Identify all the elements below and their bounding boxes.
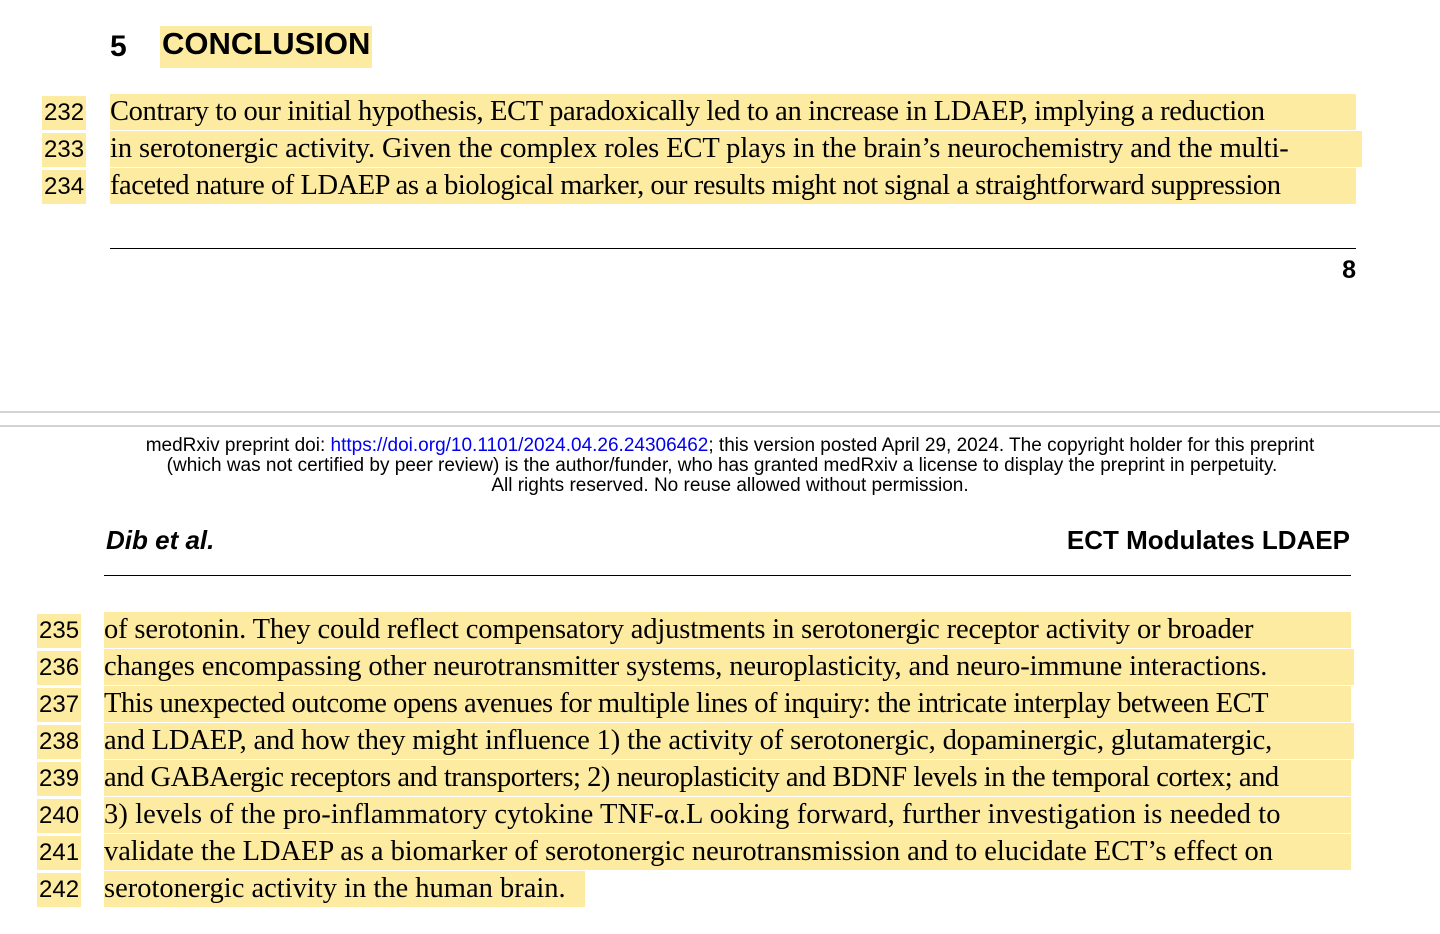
line-number: 233	[42, 133, 86, 167]
line-number: 242	[37, 873, 81, 907]
preprint-notice-line1: medRxiv preprint doi: https://doi.org/10.1101/2024.04.26.24306462; this version posted April 29, 2024. The copyright holder for this preprint	[145, 435, 1315, 456]
doi-link[interactable]: https://doi.org/10.1101/2024.04.26.24306462	[330, 435, 709, 456]
line-number: 236	[37, 651, 81, 685]
line-number: 234	[42, 170, 86, 204]
page-separator	[0, 411, 1440, 427]
section-title: CONCLUSION	[160, 26, 372, 68]
preprint-notice-line2: (which was not certified by peer review) is the author/funder, who has granted medRxiv a license to display the preprint in perpetuity.	[166, 455, 1278, 476]
text-line: in serotonergic activity. Given the complex roles ECT plays in the brain’s neurochemistry and the multi-	[110, 131, 1362, 167]
running-head-title: ECT Modulates LDAEP	[1066, 525, 1350, 555]
text-line: and LDAEP, and how they might influence 1) the activity of serotonergic, dopaminergic, glutamatergic,	[104, 723, 1354, 759]
header-rule	[104, 575, 1351, 576]
running-head-authors: Dib et al.	[106, 525, 215, 555]
text-line: serotonergic activity in the human brain.	[104, 871, 585, 907]
text-line: and GABAergic receptors and transporters; 2) neuroplasticity and BDNF levels in the temporal cortex; and	[104, 760, 1351, 796]
text-line: changes encompassing other neurotransmitter systems, neuroplasticity, and neuro-immune interactions.	[104, 649, 1354, 685]
text-line: of serotonin. They could reflect compensatory adjustments in serotonergic receptor activity or broader	[104, 612, 1351, 648]
section-number: 5	[110, 30, 127, 63]
preprint-notice-line3: All rights reserved. No reuse allowed without permission.	[491, 475, 969, 496]
line-number: 237	[37, 688, 81, 722]
page-number: 8	[1342, 256, 1356, 284]
footer-rule	[110, 248, 1356, 249]
line-number: 238	[37, 725, 81, 759]
line-number: 232	[42, 96, 86, 130]
text-line: This unexpected outcome opens avenues for multiple lines of inquiry: the intricate interplay between ECT	[104, 686, 1351, 722]
text-line: faceted nature of LDAEP as a biological marker, our results might not signal a straightforward suppression	[110, 168, 1356, 204]
line-number: 235	[37, 614, 81, 648]
text-line: Contrary to our initial hypothesis, ECT paradoxically led to an increase in LDAEP, implying a reduction	[110, 94, 1356, 130]
text-line: validate the LDAEP as a biomarker of serotonergic neurotransmission and to elucidate ECT’s effect on	[104, 834, 1351, 870]
line-number: 239	[37, 762, 81, 796]
line-number: 241	[37, 836, 81, 870]
line-number: 240	[37, 799, 81, 833]
text-line: 3) levels of the pro-inflammatory cytokine TNF-α.L ooking forward, further investigation is needed to	[104, 797, 1351, 833]
